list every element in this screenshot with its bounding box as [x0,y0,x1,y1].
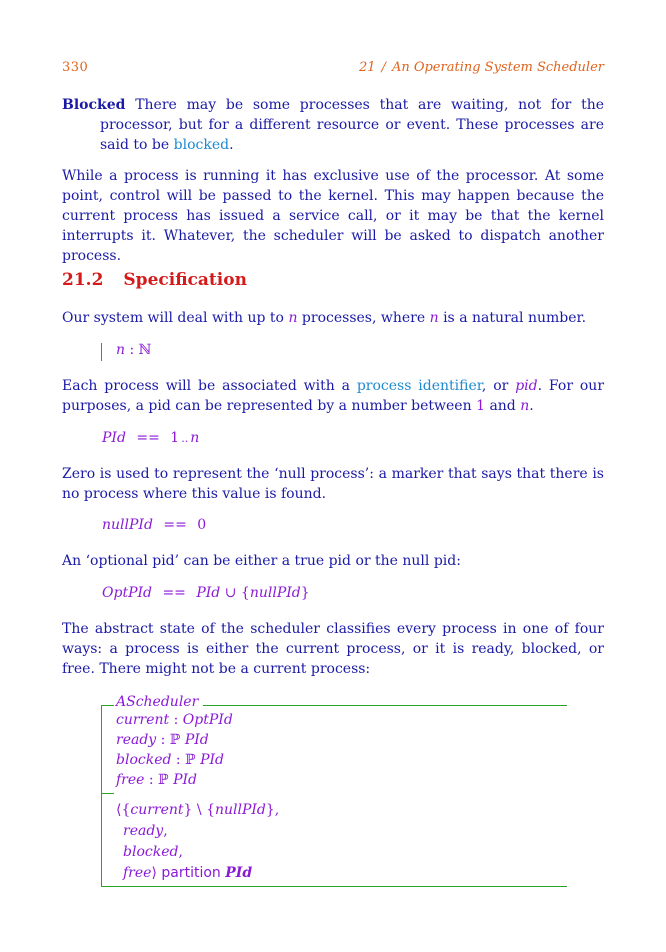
axdef-n [116,342,151,358]
text: . [529,398,534,414]
math-pid: pid [515,378,538,394]
paragraph-state: The abstract state of the scheduler classifies every process in one of four ways: a process is either the current process, or it is ready, blocked, or free. There might not be a current process: [62,621,604,677]
decl-ptype: ℙ [169,732,185,748]
schema-bottom-rule [101,886,567,887]
text: and [489,398,516,414]
schema-top-rule-right [203,705,567,706]
def-rbrace: } [300,585,310,601]
def-range: .. [181,432,189,445]
page-number: 330 [62,60,89,75]
schema-divider [101,793,114,794]
def-name: nullPId [102,517,153,533]
blocked-definition [62,95,604,155]
blocked-end: . [229,137,234,153]
pred-setminus: } \ { [183,802,215,818]
def-rhs: 1 [170,430,180,446]
decl-var: free [116,772,145,788]
pred-type: PId [225,865,253,881]
def-eq: == [163,517,187,533]
schema-decl-blocked [116,750,224,770]
pred-null: nullPId [214,802,266,818]
decl-colon: : [171,752,186,768]
math-n: n [520,398,530,414]
blocked-term: Blocked [62,97,126,113]
def-union: ∪ [224,585,237,601]
running-header [359,60,604,75]
decl-ptype: ℙ [185,752,201,768]
pred-open: ⟨{ [116,802,131,818]
math-one: 1 [476,398,485,414]
axdef-var: n [116,342,126,358]
text: processes, where [301,310,426,326]
decl-colon: : [144,772,159,788]
paragraph-optional: An ‘optional pid’ can be either a true pid or the null pid: [62,553,461,569]
blocked-link[interactable]: blocked [173,137,230,153]
def-name: OptPId [102,585,152,601]
section-title: Specification [123,270,247,290]
text: . For our purposes, a pid can be represented by a number between [62,378,605,414]
blocked-text: There may be some processes that are waiting, not for the processor, but for a different resource or event. These processes are said to be [100,97,604,153]
definition-pid [102,430,199,446]
def-rhs-null: nullPId [249,585,301,601]
schema-pred-line-2 [123,821,168,841]
def-name: PId [102,430,126,446]
text: is a natural number. [443,310,587,326]
def-rhs-n: n [190,430,200,446]
process-identifier-link[interactable]: process identifier [356,378,482,394]
paragraph-running: While a process is running it has exclusive use of the processor. At some point, control will be passed to the kernel. This may happen because the current process has issued a service call, or it may be that the kernel interrupts it. Whatever, the scheduler will be asked to dispatch another process. [62,168,604,264]
header-separator: / [381,60,386,75]
paragraph-n [62,308,604,328]
pred-var: blocked [123,844,179,860]
decl-var: ready [116,732,157,748]
math-n: n [288,310,298,326]
chapter-number: 21 [359,60,376,75]
schema-decl-current [116,710,233,730]
decl-ptype: ℙ [158,772,174,788]
schema-decl-free [116,770,197,790]
schema-pred-line-4 [123,863,252,883]
def-rhs: 0 [197,517,207,533]
decl-var: current [116,712,170,728]
decl-colon: : [169,712,183,728]
def-eq: == [136,430,160,446]
schema-name [116,692,198,712]
text: Each process will be associated with a [62,378,350,394]
decl-colon: : [156,732,170,748]
decl-type: PId [200,752,224,768]
pred-close: ⟩ [151,865,157,881]
decl-var: blocked [116,752,172,768]
section-heading [62,270,247,290]
paragraph-null: Zero is used to represent the ‘null process’: a marker that says that there is no process where this value is found. [62,466,604,502]
schema-top-rule-left [101,705,114,706]
text: , or [481,378,509,394]
schema-left-rule [101,705,102,887]
schema-name-text: AScheduler [116,694,199,710]
text: Our system will deal with up to [62,310,284,326]
pred-keyword: partition [161,865,221,881]
pred-var: free [123,865,152,881]
axdef-type: ℕ [138,342,152,358]
math-n: n [429,310,439,326]
schema-pred-line-1 [116,800,279,820]
pred-comma: , [178,844,183,860]
pred-close: }, [265,802,280,818]
definition-nullpid [102,517,206,533]
axdef-colon: : [125,342,139,358]
pred-var: ready [123,823,164,839]
definition-optpid [102,585,310,601]
decl-type: PId [173,772,197,788]
section-number: 21.2 [62,270,104,290]
def-lbrace: { [240,585,250,601]
def-rhs-pid: PId [196,585,221,601]
def-eq: == [162,585,186,601]
chapter-title: An Operating System Scheduler [391,60,604,75]
pred-var: current [130,802,184,818]
paragraph-pid [62,376,604,416]
schema-pred-line-3 [123,842,183,862]
schema-decl-ready [116,730,209,750]
pred-comma: , [163,823,168,839]
decl-type: PId [184,732,209,748]
axdef-bar [101,343,102,361]
decl-type: OptPId [182,712,233,728]
